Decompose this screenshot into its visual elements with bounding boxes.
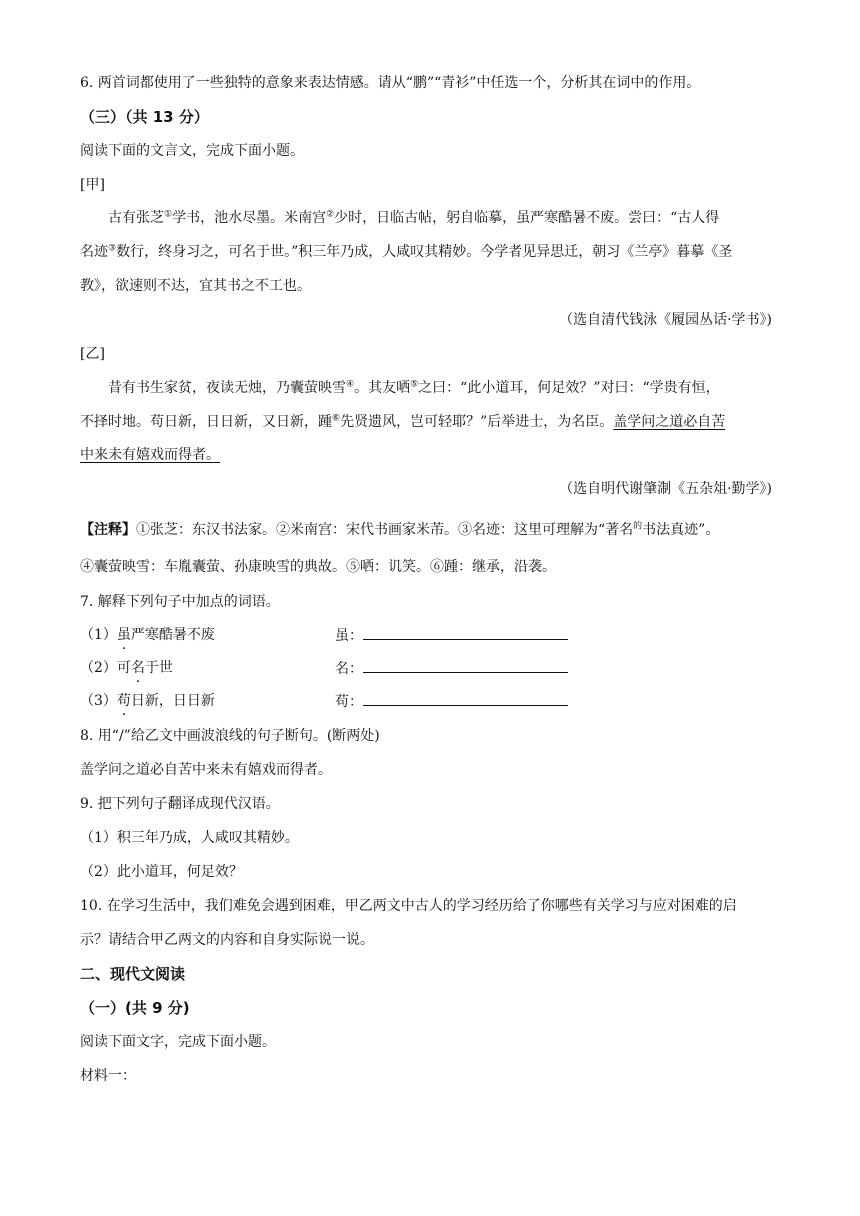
passage-yi-source: （选自明代谢肇淛《五杂俎·勤学》) (559, 481, 772, 497)
question-7-title: 7. 解释下列句子中加点的词语。 (80, 594, 280, 610)
passage-yi-label: [乙] (80, 346, 105, 362)
question-7-item-2: （2）可名于世 名： (80, 658, 500, 678)
passage-jia-line-2: 名迹③数行，终身习之，可名于世。”积三年乃成，人咸叹其精妙。今学者见异思迁，朝习《兰亭》暮摹《圣 (80, 243, 733, 260)
passage-jia-source: （选自清代钱泳《履园丛话·学书》) (559, 312, 772, 328)
passage-jia-line-3: 教》，欲速则不达，宜其书之不工也。 (80, 278, 311, 294)
notes-line-2: ④囊萤映雪：车胤囊萤、孙康映雪的典故。⑤哂：讥笑。⑥踵：继承，沿袭。 (80, 559, 556, 575)
section-1-intro: 阅读下面文字，完成下面小题。 (80, 1034, 276, 1050)
section-3-title: （三）（共 13 分） (80, 108, 209, 126)
answer-blank[interactable] (363, 658, 568, 673)
question-9-sentence-1: （1）积三年乃成，人咸叹其精妙。 (80, 830, 299, 846)
question-10-line-2: 示？请结合甲乙两文的内容和自身实际说一说。 (80, 932, 374, 948)
question-10-line-1: 10. 在学习生活中，我们难免会遇到困难，甲乙两文中古人的学习经历给了你哪些有关学习与应对困难的启 (80, 898, 737, 914)
question-8-title: 8. 用“/”给乙文中画波浪线的句子断句。(断两处) (80, 728, 380, 744)
dotted-word: 虽 (116, 627, 131, 643)
question-9-title: 9. 把下列句子翻译成现代汉语。 (80, 796, 280, 812)
section-1-title: （一）(共 9 分) (80, 999, 190, 1017)
material-1-label: 材料一： (80, 1068, 136, 1084)
passage-jia-line-1: 古有张芝①学书，池水尽墨。米南宫②少时，日临古帖，躬自临摹，虽严寒酷暑不废。尝曰：“古人得 (108, 209, 720, 226)
notes-label: 【注释】 (80, 522, 136, 538)
passage-yi-line-3 (80, 445, 220, 465)
passage-yi-line-2: 不择时地。苟日新，日日新，又日新，踵⑥先贤遗风，岂可轻耶？”后举进士，为名臣。盖学问之道必自苦 (80, 413, 726, 430)
question-7-item-1: （1）虽严寒酷暑不废 虽： (80, 625, 500, 645)
question-9-sentence-2: （2）此小道耳，何足效？ (80, 864, 243, 880)
question-6: 6. 两首词都使用了一些独特的意象来表达情感。请从“鹏”“青衫”中任选一个，分析其在词中的作用。 (80, 75, 701, 91)
part-2-title: 二、现代文阅读 (80, 965, 186, 983)
notes-line-1: 【注释】①张芝：东汉书法家。②米南宫：宋代书画家米芾。③名迹：这里可理解为“著名$^的$书法真迹”。 (80, 521, 720, 538)
wavy-underlined-sentence-part-2: 中来未有嬉戏而得者。 (80, 447, 220, 463)
section-3-intro: 阅读下面的文言文，完成下面小题。 (80, 143, 304, 159)
passage-yi-line-1: 昔有书生家贫，夜读无烛，乃囊萤映雪④。其友哂⑤之曰：“此小道耳，何足效？”对曰：“学贵有恒， (108, 379, 720, 396)
dotted-word: 苟 (116, 693, 131, 709)
question-8-sentence: 盖学问之道必自苦中来未有嬉戏而得者。 (80, 762, 332, 778)
answer-blank[interactable] (363, 691, 568, 706)
passage-jia-label: [甲] (80, 177, 105, 193)
dotted-word: 名 (130, 660, 145, 676)
question-7-item-3: （3）苟日新，日日新 苟： (80, 691, 500, 711)
wavy-underlined-sentence-part-1: 盖学问之道必自苦 (613, 414, 726, 430)
answer-blank[interactable] (363, 625, 568, 640)
